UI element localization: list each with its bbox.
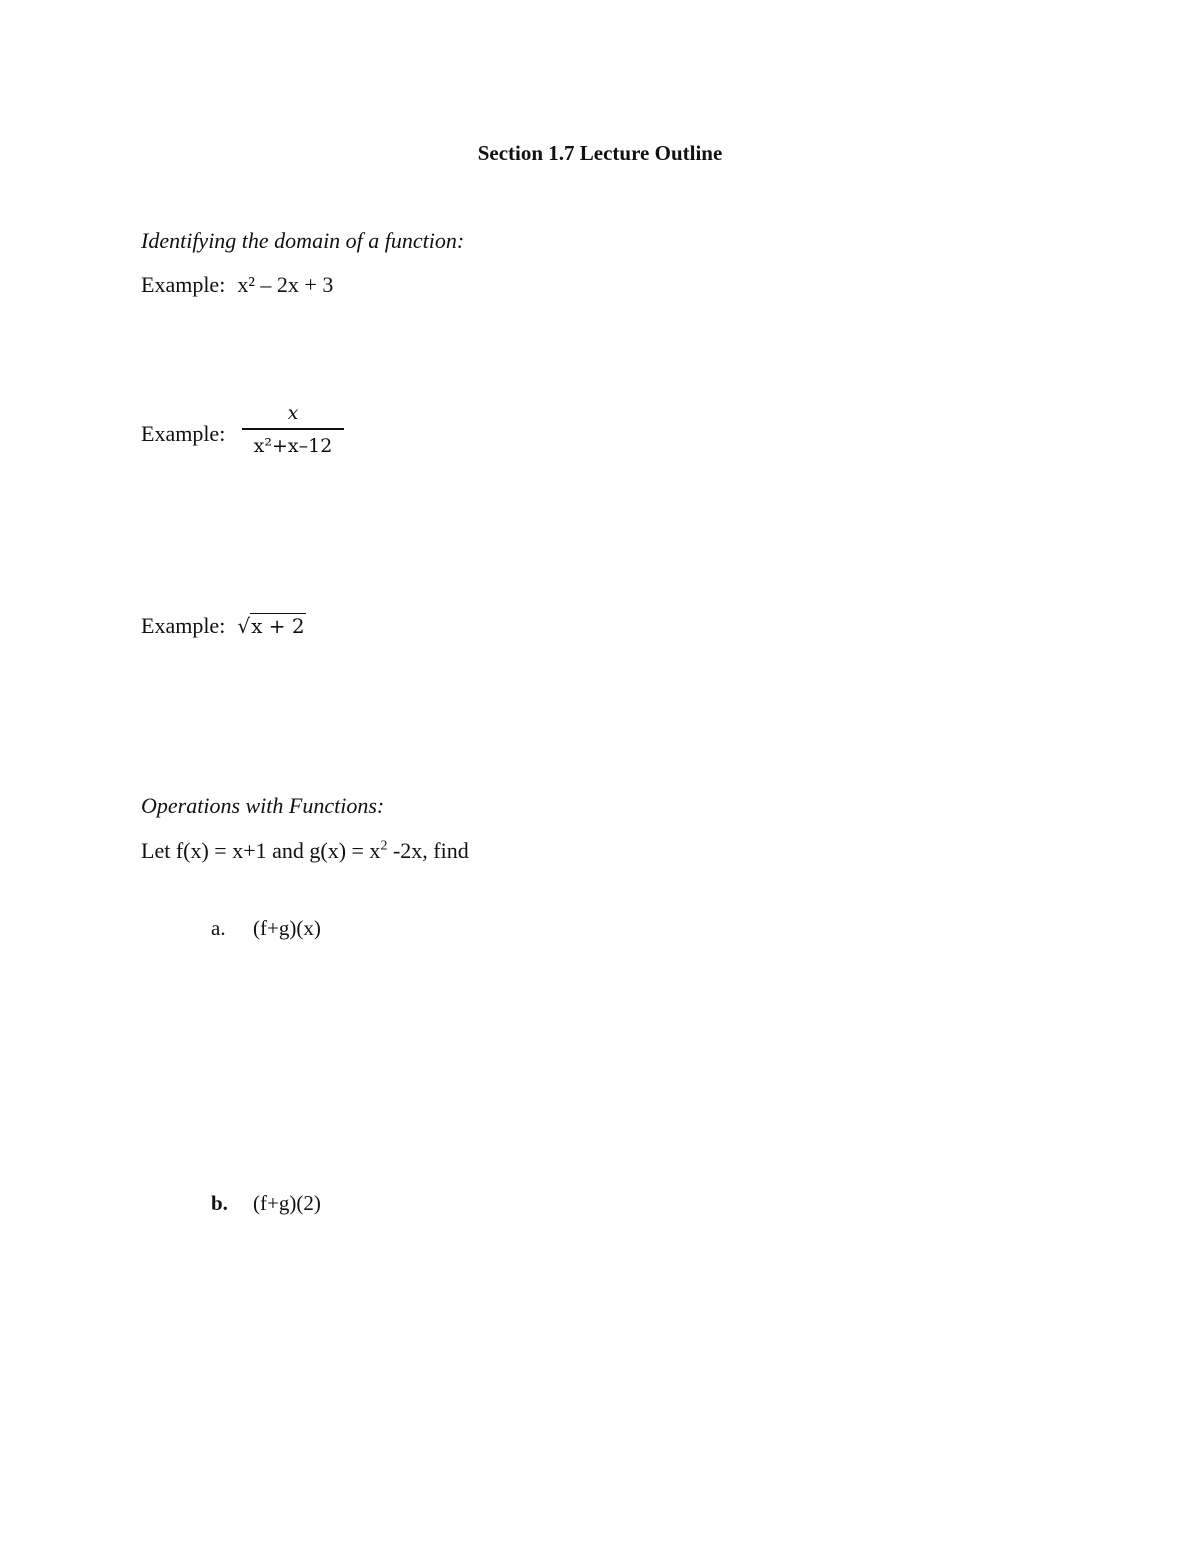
list-item-b bbox=[211, 1191, 321, 1216]
list-marker: b. bbox=[211, 1191, 228, 1215]
fraction-denominator: x²+x–12 bbox=[253, 435, 333, 457]
fraction-numerator: x bbox=[287, 402, 299, 424]
operations-prompt bbox=[141, 838, 469, 864]
list-marker: a. bbox=[211, 916, 226, 940]
rational-fraction bbox=[242, 400, 344, 458]
list-item-text: (f+g)(x) bbox=[253, 916, 321, 940]
radicand: x + 2 bbox=[251, 614, 305, 638]
list-item-a bbox=[211, 916, 321, 941]
square-root-expression bbox=[237, 613, 305, 638]
prompt-exponent: 2 bbox=[380, 838, 388, 854]
example-radical bbox=[141, 613, 306, 639]
fraction-bar bbox=[242, 428, 344, 430]
prompt-text-start: Let f(x) = x+1 and g(x) = x bbox=[141, 838, 381, 863]
list-item-text: (f+g)(2) bbox=[253, 1191, 321, 1215]
document-title: Section 1.7 Lecture Outline bbox=[477, 141, 723, 165]
section-heading-domain: Identifying the domain of a function: bbox=[141, 228, 465, 253]
radical-sign: √ bbox=[237, 614, 251, 638]
example-polynomial bbox=[141, 272, 333, 298]
example-label: Example: bbox=[141, 421, 226, 446]
example-label: Example: bbox=[141, 272, 226, 297]
polynomial-expression: x² – 2x + 3 bbox=[237, 272, 334, 297]
example-label: Example: bbox=[141, 613, 226, 638]
section-heading-operations: Operations with Functions: bbox=[141, 793, 385, 818]
prompt-text-end: -2x, find bbox=[387, 838, 469, 863]
